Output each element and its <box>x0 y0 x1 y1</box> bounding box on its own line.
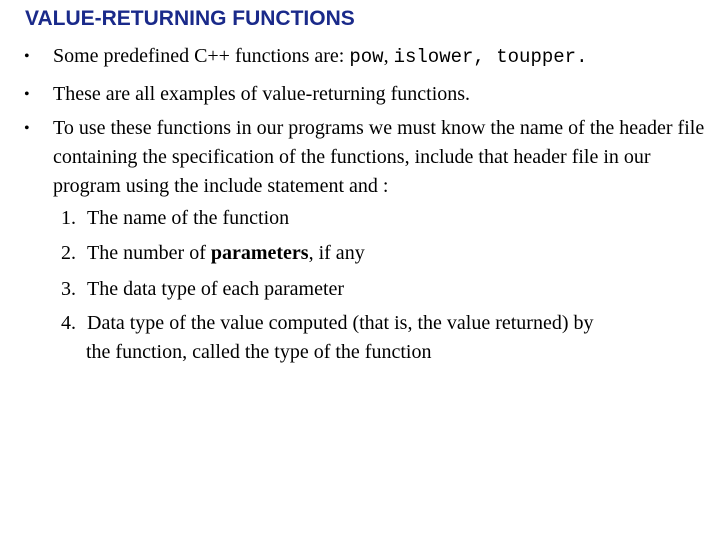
list-item <box>61 239 365 268</box>
bullet-text: To use these functions in our programs we must know the name of the header file containing the specification of the functions, include that header file in our program using the include statement and : <box>53 117 705 197</box>
separator: , <box>473 46 497 68</box>
code-toupper: toupper <box>496 46 577 68</box>
list-item-continuation: the function, called the type of the function <box>86 341 432 363</box>
list-text: The data type of each parameter <box>87 278 345 300</box>
list-item <box>61 204 289 233</box>
list-number: 1. <box>61 207 76 229</box>
bullet-icon: • <box>24 48 30 65</box>
list-number: 2. <box>61 242 76 264</box>
slide-title: VALUE-RETURNING FUNCTIONS <box>25 7 355 30</box>
bullet-text-suffix: . <box>576 46 588 68</box>
list-item <box>61 309 593 338</box>
list-text: The name of the function <box>87 207 290 229</box>
bullet-icon: • <box>24 86 30 103</box>
bullet-item-examples <box>24 80 704 109</box>
bullet-icon: • <box>24 120 30 137</box>
list-text-pre: The number of <box>87 242 211 264</box>
bullet-item-predefined-functions <box>24 42 704 72</box>
list-text: Data type of the value computed (that is, the value returned) by <box>87 312 594 334</box>
bullet-item-usage <box>24 114 704 201</box>
list-text-bold: parameters <box>210 242 309 264</box>
bullet-text <box>53 42 704 72</box>
list-number: 3. <box>61 278 76 300</box>
bullet-text: These are all examples of value-returning functions. <box>53 83 471 105</box>
list-text-post: , if any <box>308 242 365 264</box>
code-islower: islower <box>393 46 474 68</box>
list-item <box>61 275 344 304</box>
separator: , <box>383 45 394 67</box>
list-number: 4. <box>61 312 76 334</box>
code-pow: pow <box>349 46 384 68</box>
bullet-text-prefix: Some predefined C++ functions are: <box>53 45 350 67</box>
